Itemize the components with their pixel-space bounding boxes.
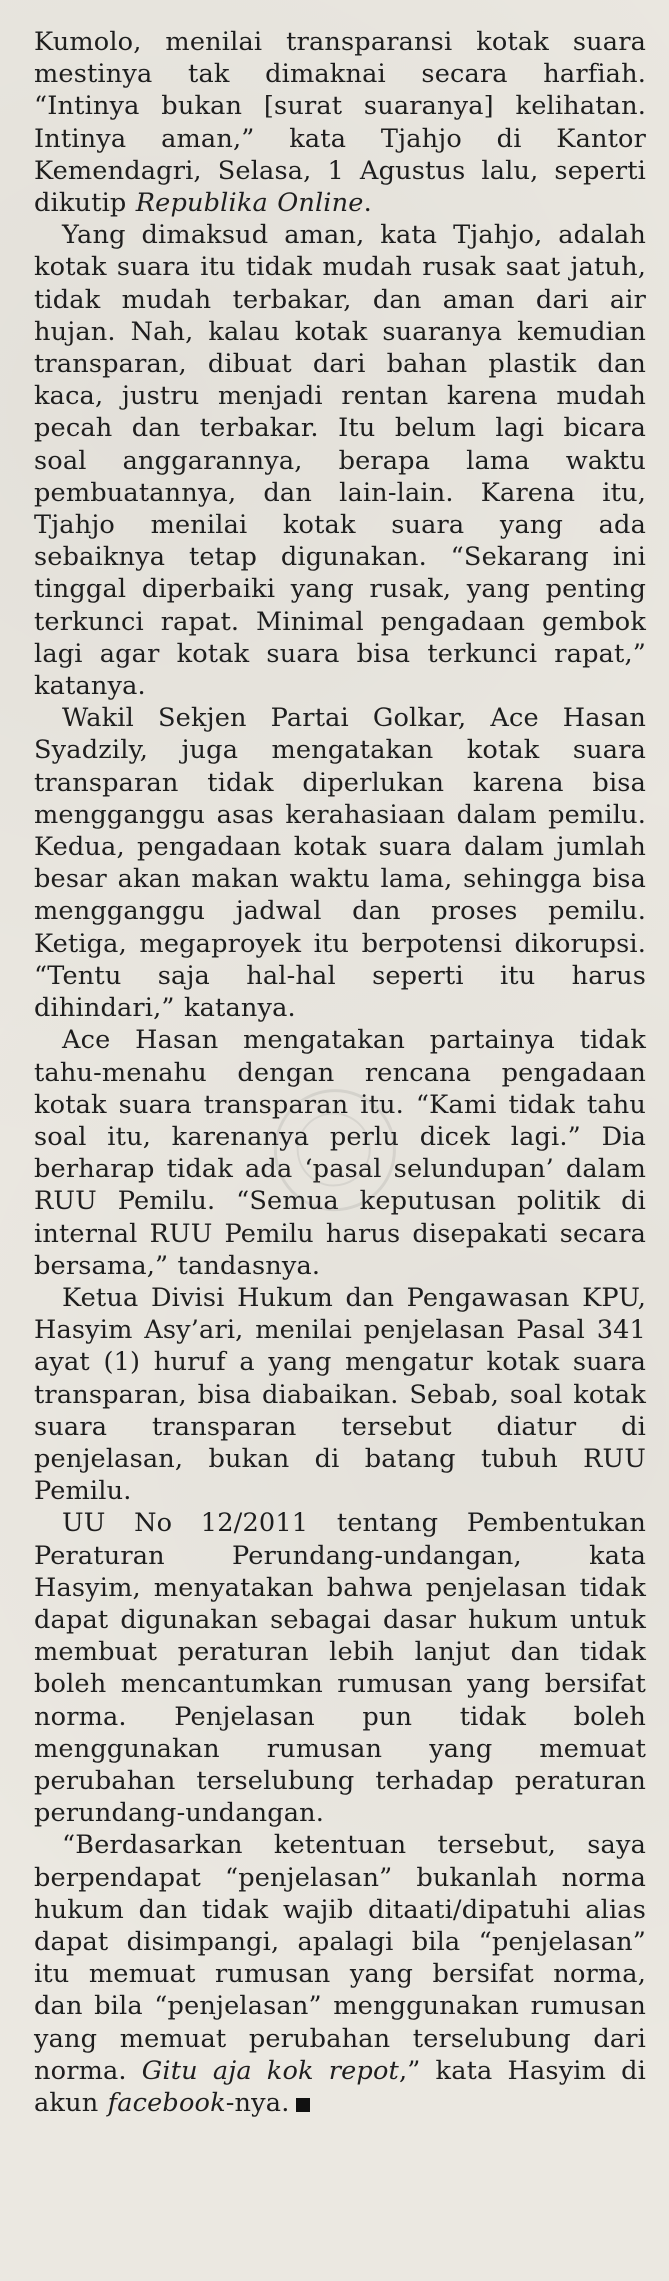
paragraph-2-text: Yang dimaksud aman, kata Tjahjo, adalah kotak suara itu tidak mudah rusak saat jatuh, tidak mudah terbakar, dan aman dari air hujan. Nah, kalau kotak suaranya kemudian transparan, dibuat dari bahan plastik dan kaca, justru menjadi rentan karena mudah pecah dan terbakar. Itu belum lagi bicara soal anggarannya, berapa lama waktu pembuatannya, dan lain-lain. Karena itu, Tjahjo menilai kotak suara yang ada sebaiknya tetap digunakan. “Sekarang ini tinggal diperbaiki yang rusak, yang penting terkunci rapat. Minimal pengadaan gembok lagi agar kotak suara bisa terkunci rapat,” katanya. — [34, 220, 646, 702]
paragraph-4 — [34, 1024, 646, 1282]
paragraph-1-publication: Republika Online — [135, 188, 364, 219]
paragraph-6-text: UU No 12/2011 tentang Pembentukan Peraturan Perundang-undangan, kata Hasyim, menyatakan bahwa penjelasan tidak dapat digunakan sebagai dasar hukum untuk membuat peraturan lebih lanjut dan tidak boleh mencantumkan rumusan yang bersifat norma. Penjelasan pun tidak boleh menggunakan rumusan yang memuat perubahan terselubung terhadap peraturan perundang-undangan. — [34, 1508, 646, 1829]
paragraph-3-text: Wakil Sekjen Partai Golkar, Ace Hasan Syadzily, juga mengatakan kotak suara transparan tidak diperlukan karena bisa mengganggu asas kerahasiaan dalam pemilu. Kedua, pengadaan kotak suara dalam jumlah besar akan makan waktu lama, sehingga bisa mengganggu jadwal dan proses pemilu. Ketiga, megaproyek itu berpotensi dikorupsi. “Tentu saja hal-hal seperti itu harus dihindari,” katanya. — [34, 703, 646, 1024]
paragraph-2 — [34, 219, 646, 702]
paragraph-1-text-2: . — [363, 188, 372, 219]
paragraph-3 — [34, 702, 646, 1024]
paragraph-7 — [34, 1829, 646, 2119]
paragraph-7-text-3: -nya. — [225, 2088, 290, 2118]
paragraph-7-facebook: facebook — [107, 2088, 226, 2118]
paragraph-7-text-2: ,” kata Hasyim di akun — [34, 2055, 647, 2118]
paragraph-7-text-1: “Berdasarkan ketentuan tersebut, saya berpendapat “penjelasan” bukanlah norma hukum dan tidak wajib ditaati/dipatuhi alias dapat disimpangi, apalagi bila “penjelasan” itu memuat rumusan yang bersifat norma, dan bila “penjelasan” menggunakan rumusan yang memuat perubahan terselubung dari norma. — [34, 1830, 646, 2086]
paragraph-5 — [34, 1282, 646, 1507]
paragraph-6 — [34, 1507, 646, 1829]
paragraph-4-text: Ace Hasan mengatakan partainya tidak tahu-menahu dengan rencana pengadaan kotak suara transparan itu. “Kami tidak tahu soal itu, karenanya perlu dicek lagi.” Dia berharap tidak ada ‘pasal selundupan’ dalam RUU Pemilu. “Semua keputusan politik di internal RUU Pemilu harus disepakati secara bersama,” tandasnya. — [34, 1025, 646, 1281]
paragraph-7-italic-phrase: Gitu aja kok repot — [141, 2055, 399, 2086]
end-of-article-mark — [296, 2098, 310, 2112]
paragraph-1 — [34, 26, 646, 219]
paragraph-1-text-1: Kumolo, menilai transparansi kotak suara mestinya tak dimaknai secara harfiah. “Intinya bukan [surat suaranya] kelihatan. Intinya aman,” kata Tjahjo di Kantor Kemendagri, Selasa, 1 Agustus lalu, seperti dikutip — [34, 27, 646, 219]
article-body — [34, 26, 646, 2119]
paragraph-5-text: Ketua Divisi Hukum dan Pengawasan KPU, Hasyim Asy’ari, menilai penjelasan Pasal 341 ayat (1) huruf a yang mengatur kotak suara transparan, bisa diabaikan. Sebab, soal kotak suara transparan tersebut diatur di penjelasan, bukan di batang tubuh RUU Pemilu. — [34, 1282, 646, 1507]
